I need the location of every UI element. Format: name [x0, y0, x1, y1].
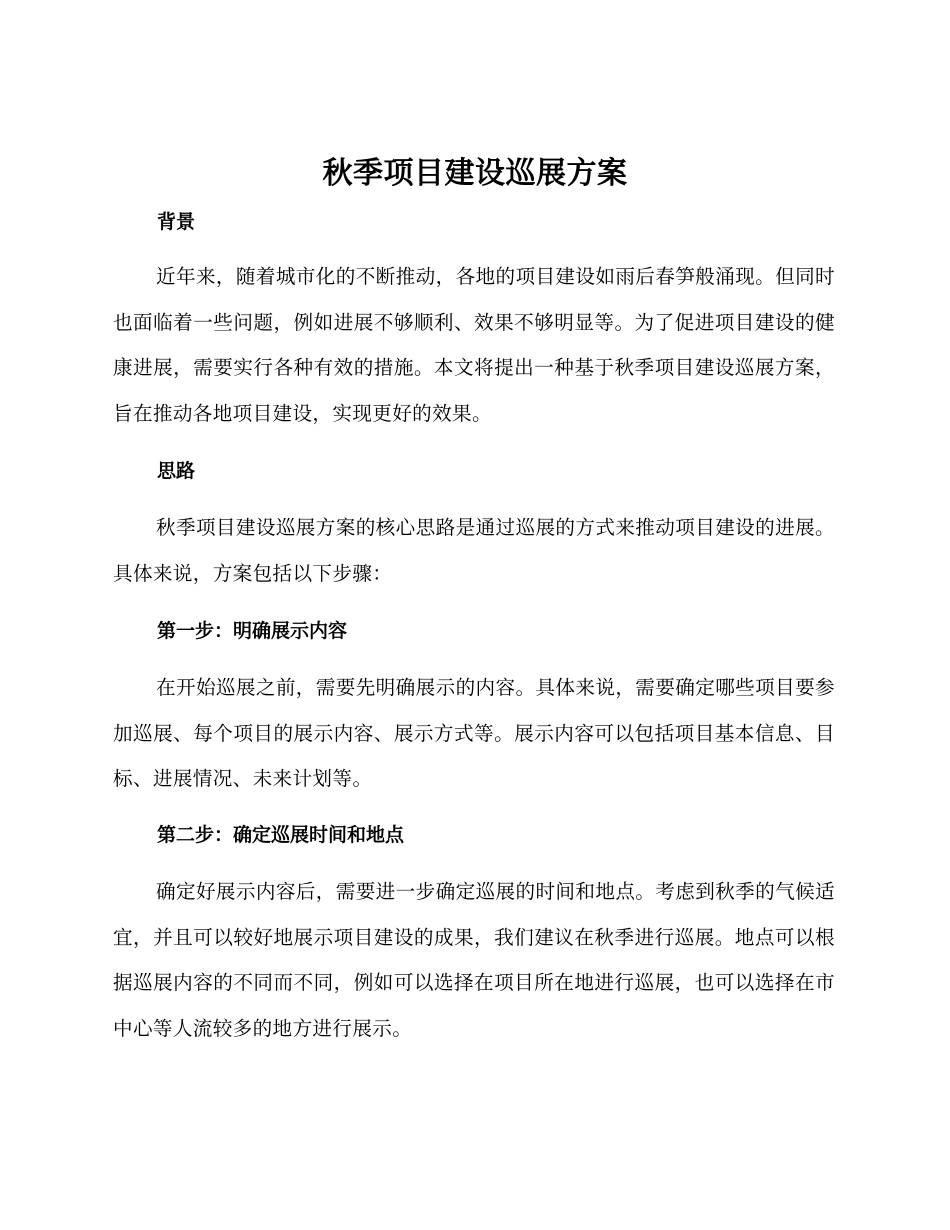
section-heading-approach: 思路: [157, 460, 196, 482]
document-title: 秋季项目建设巡展方案: [322, 156, 628, 191]
section-heading-background: 背景: [157, 211, 196, 233]
section-paragraph-approach: 秋季项目建设巡展方案的核心思路是通过巡展的方式来推动项目建设的进展。具体来说，方案包括以下步骤：: [113, 516, 835, 585]
section-paragraph-step-one: 在开始巡展之前，需要先明确展示的内容。具体来说，需要确定哪些项目要参加巡展、每个项目的展示内容、展示方式等。展示内容可以包括项目基本信息、目标、进展情况、未来计划等。: [113, 676, 835, 790]
section-paragraph-background: 近年来，随着城市化的不断推动，各地的项目建设如雨后春笋般涌现。但同时也面临着一些问题，例如进展不够顺利、效果不够明显等。为了促进项目建设的健康进展，需要实行各种有效的措施。本文将提出一种基于秋季项目建设巡展方案，旨在推动各地项目建设，实现更好的效果。: [113, 265, 835, 425]
section-paragraph-step-two: 确定好展示内容后，需要进一步确定巡展的时间和地点。考虑到秋季的气候适宜，并且可以较好地展示项目建设的成果，我们建议在秋季进行巡展。地点可以根据巡展内容的不同而不同，例如可以选择在项目所在地进行巡展，也可以选择在市中心等人流较多的地方进行展示。: [113, 880, 835, 1040]
section-heading-step-one: 第一步：明确展示内容: [157, 620, 348, 642]
section-heading-step-two: 第二步：确定巡展时间和地点: [157, 824, 405, 846]
